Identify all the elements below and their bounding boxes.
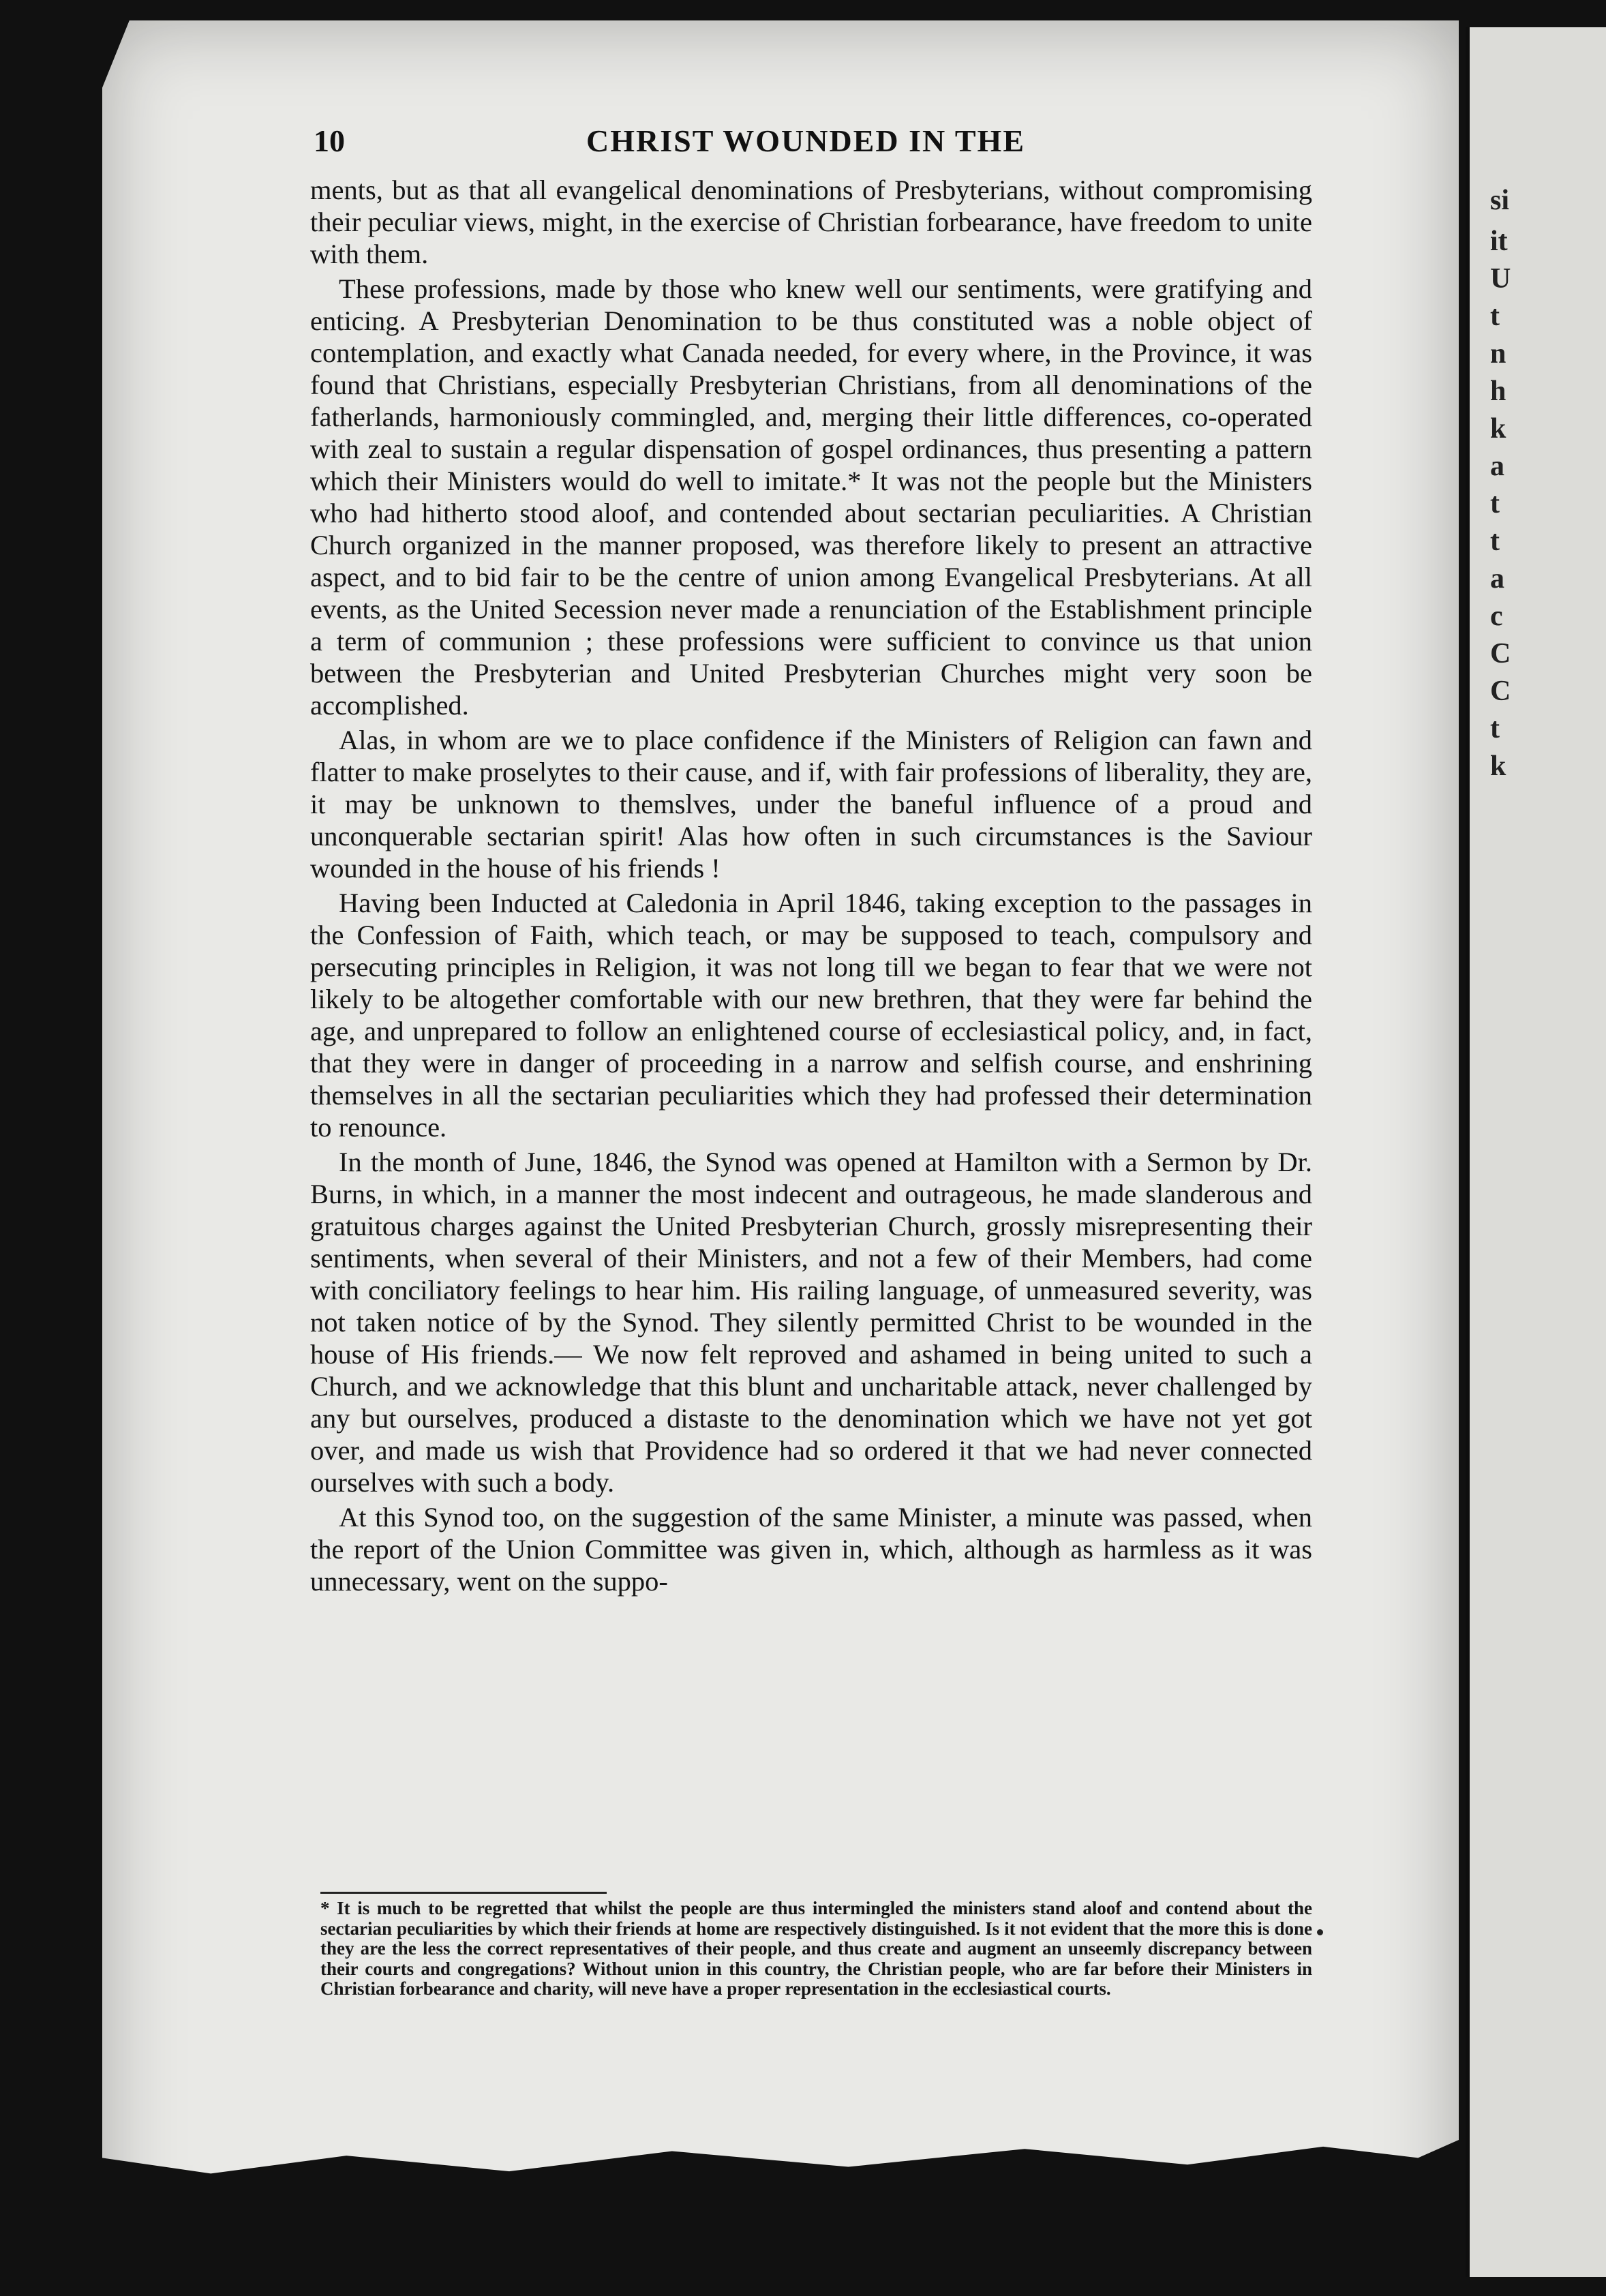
facing-fragment: n (1490, 338, 1506, 369)
paragraph: ments, but as that all evangelical denominations of Presbyterians, without compromising their peculiar views, might, in the exercise of Christian forbearance, have freedom to unite with them. (310, 175, 1312, 269)
facing-page-edge (1466, 27, 1606, 2277)
paragraph: These professions, made by those who knew well our sentiments, were gratifying and enticing. A Presbyterian Denomination to be thus constituted was a noble object of contemplation, and exactly what Canada needed, for every where, in the Province, it was found that Christians, especially Presbyterian Christians, from all denominations of the fatherlands, harmoniously commingled, and, merging their little differences, co-operated with zeal to sustain a regular dispensation of gospel ordinances, thus presenting a pattern which their Ministers would do well to imitate.* It was not the people but the Ministers who had hitherto stood aloof, and contended about sectarian peculiarities. A Christian Church organized in the manner proposed, was therefore likely to present an attractive aspect, and to bid fair to be the centre of union among Evangelical Presbyterians. At all events, as the United Secession never made a renunciation of the Establishment principle a term of communion ; these professions were sufficient to convince us that union between the Presbyterian and United Presbyterian Churches might very soon be accomplished. (310, 273, 1312, 721)
facing-fragment: si (1490, 185, 1510, 216)
running-title: CHRIST WOUNDED IN THE (586, 123, 1025, 158)
facing-fragment: it (1490, 226, 1508, 257)
facing-fragment: c (1490, 601, 1503, 632)
facing-fragment: a (1490, 563, 1504, 594)
footnote-rule (320, 1892, 607, 1894)
facing-fragment: U (1490, 263, 1511, 294)
facing-fragment: t (1490, 526, 1500, 557)
facing-fragment: t (1490, 301, 1500, 332)
ink-speck (1317, 1929, 1323, 1935)
paragraph: In the month of June, 1846, the Synod was opened at Hamilton with a Sermon by Dr. Burns, in which, in a manner the most indecent and outrageous, he made slanderous and gratuitous charges against the United Presbyterian Church, grossly misrepresenting their sentiments, when several of their Ministers, and not a few of their Members, had come with conciliatory feelings to hear him. His railing language, of unmeasured severity, was not taken notice of by the Synod. They silently permitted Christ to be wounded in the house of His friends.— We now felt reproved and ashamed in being united to such a Church, and we acknowledge that this blunt and uncharitable attack, never challenged by any but ourselves, produced a distaste to the denomination which we have not yet got over, and made us wish that Providence had so ordered it that we had never connected ourselves with such a body. (310, 1147, 1312, 1498)
paragraph: At this Synod too, on the suggestion of the same Minister, a minute was passed, when the report of the Union Committee was given in, which, although as harmless as it was unnecessary, went on the suppo- (310, 1502, 1312, 1597)
paragraph: Having been Inducted at Caledonia in April 1846, taking exception to the passages in the Confession of Faith, which teach, or may be supposed to teach, compulsory and persecuting principles in Religion, it was not long till we began to fear that we were not likely to be altogether comfortable with our new brethren, that they were far behind the age, and unprepared to follow an enlightened course of ecclesiastical policy, and, in fact, that they were in danger of proceeding in a narrow and selfish course, and enshrining themselves in all the sectarian peculiarities which they had professed their determination to renounce. (310, 888, 1312, 1143)
running-head (314, 123, 1309, 170)
facing-fragment: t (1490, 488, 1500, 519)
body-text (310, 174, 1312, 1600)
facing-fragment: k (1490, 413, 1506, 444)
facing-fragment: a (1490, 451, 1504, 482)
footnote: * It is much to be regretted that whilst the people are thus intermingled the ministers stand aloof and contend about the sectarian peculiarities by which their friends at home are respectively distinguished. Is it not evident that the more this is done they are the less the correct representatives of their people, and thus create and augment an unseemly discrepancy between their courts and congregations? Without union in this country, the Christian people, who are far before their Ministers in Christian forbearance and charity, will neve have a proper representation in the ecclesiastical courts. (320, 1898, 1312, 1999)
facing-fragment: C (1490, 638, 1511, 669)
page-number: 10 (314, 123, 345, 158)
facing-fragment: t (1490, 713, 1500, 744)
paragraph: Alas, in whom are we to place confidence if the Ministers of Religion can fawn and flatter to make proselytes to their cause, and if, with fair professions of liberality, they are, it may be unknown to themslves, under the baneful influence of a proud and unconquerable sectarian spirit! Alas how often in such circumstances is the Saviour wounded in the house of his friends ! (310, 725, 1312, 883)
facing-fragment: h (1490, 376, 1506, 407)
facing-fragment: k (1490, 751, 1506, 782)
facing-fragment: C (1490, 676, 1511, 707)
